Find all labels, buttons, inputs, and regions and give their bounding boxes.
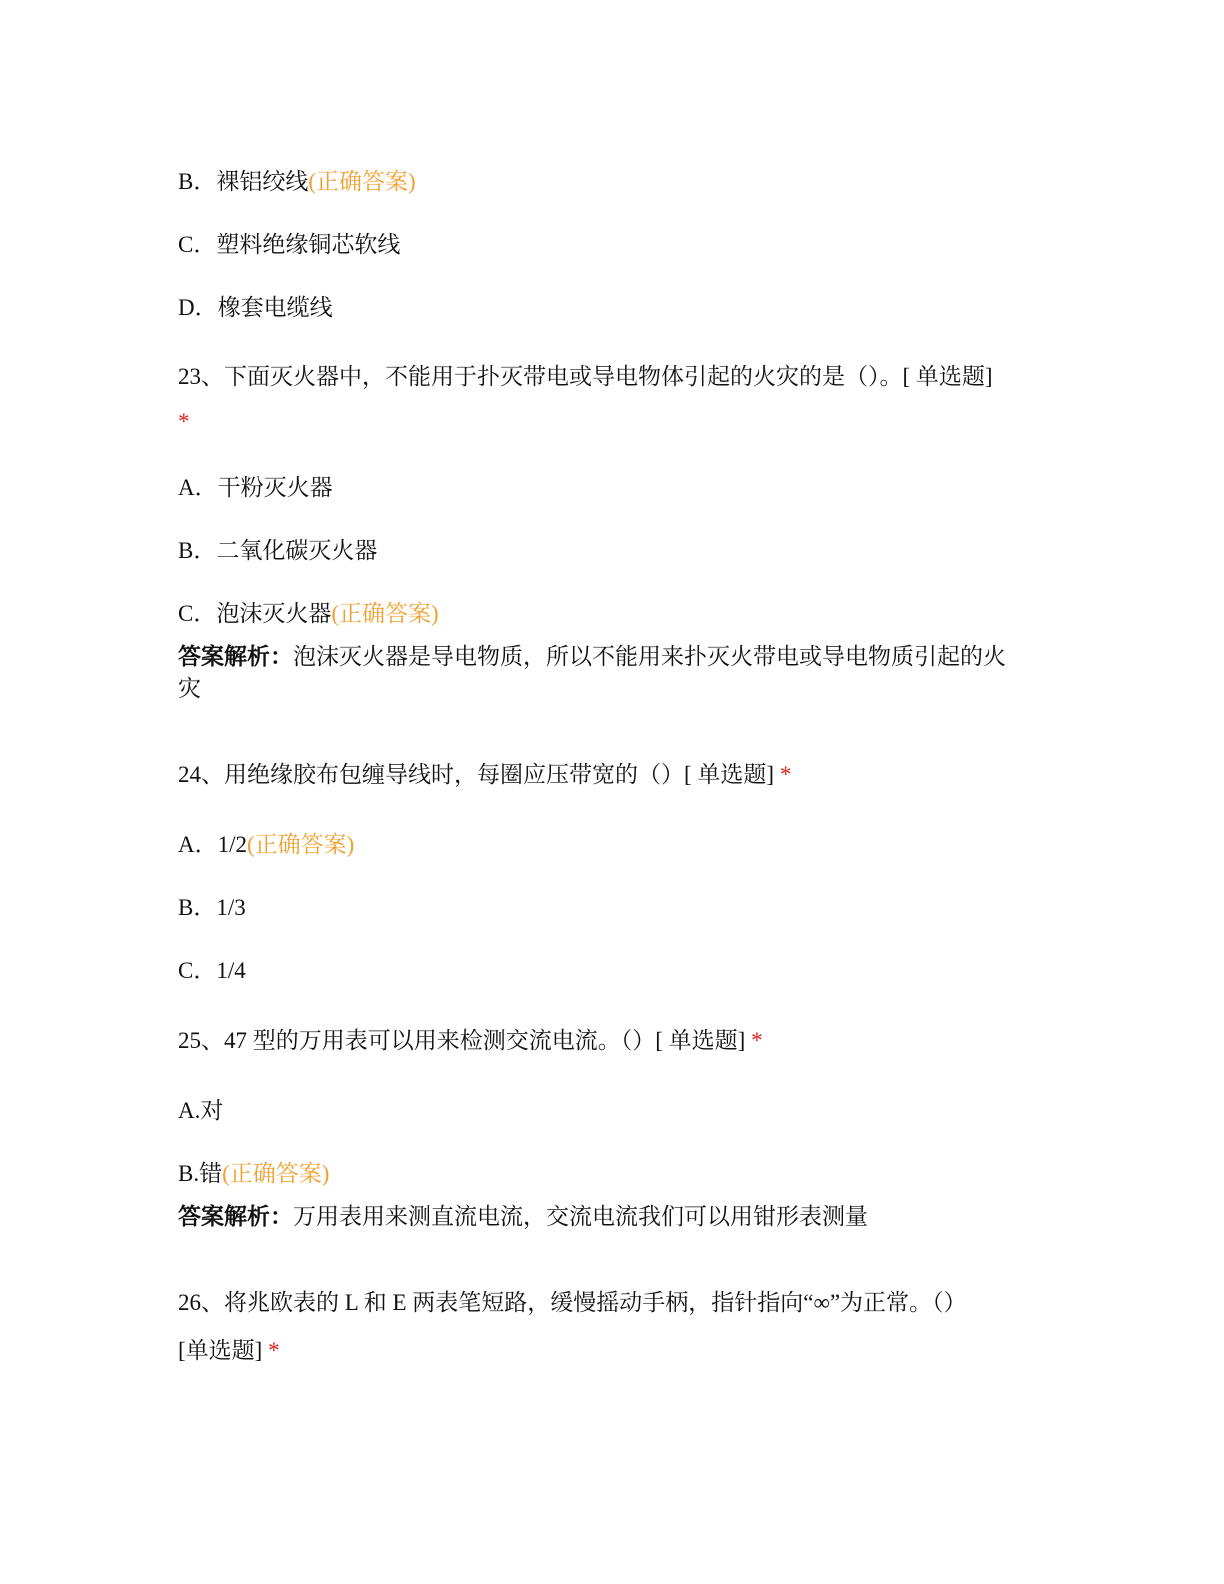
q23-option-b	[178, 536, 377, 566]
explanation-text: 灾	[178, 676, 201, 701]
q24-option-a	[178, 830, 354, 860]
q25-option-b	[178, 1159, 329, 1189]
question-text: 24、用绝缘胶布包缠导线时，每圈应压带宽的（）[ 单选题]	[178, 762, 775, 787]
q22-option-d	[178, 293, 333, 323]
option-text: B．裸铝绞线	[178, 169, 309, 194]
q23-required	[178, 407, 190, 437]
correct-answer-mark: (正确答案)	[331, 601, 439, 626]
q24-option-c	[178, 956, 246, 986]
q23-option-a	[178, 473, 333, 503]
correct-answer-mark: (正确答案)	[247, 832, 355, 857]
option-text: B．二氧化碳灭火器	[178, 538, 378, 563]
required-star: *	[268, 1338, 280, 1363]
q23-question	[178, 362, 993, 392]
option-text: A.对	[178, 1098, 224, 1123]
option-text: C．1/4	[178, 958, 246, 983]
question-text: 23、下面灭火器中，不能用于扑灭带电或导电物体引起的火灾的是（）。[ 单选题]	[178, 364, 993, 389]
q25-question	[178, 1026, 763, 1056]
correct-answer-mark: (正确答案)	[308, 169, 416, 194]
option-text: D．橡套电缆线	[178, 295, 333, 320]
option-text: B.错	[178, 1161, 223, 1186]
required-star: *	[178, 409, 190, 434]
option-text: C．塑料绝缘铜芯软线	[178, 232, 401, 257]
q25-option-a	[178, 1096, 223, 1126]
q23-explanation-cont	[178, 673, 201, 705]
question-type: [单选题]	[178, 1338, 263, 1363]
q24-question	[178, 760, 791, 790]
q24-option-b	[178, 893, 246, 923]
option-text: B．1/3	[178, 895, 246, 920]
option-text: A．干粉灭火器	[178, 475, 333, 500]
question-text: 25、47 型的万用表可以用来检测交流电流。（）[ 单选题]	[178, 1028, 746, 1053]
explanation-text: 泡沫灭火器是导电物质，所以不能用来扑灭火带电或导电物质引起的火	[293, 644, 1006, 669]
explanation-label: 答案解析：	[178, 644, 293, 669]
q25-explanation	[178, 1201, 868, 1233]
q22-option-c	[178, 230, 400, 260]
explanation-label: 答案解析：	[178, 1204, 293, 1229]
required-star: *	[751, 1028, 763, 1053]
explanation-text: 万用表用来测直流电流，交流电流我们可以用钳形表测量	[293, 1204, 868, 1229]
option-text: A．1/2	[178, 832, 247, 857]
correct-answer-mark: (正确答案)	[222, 1161, 330, 1186]
question-text: 26、将兆欧表的 L 和 E 两表笔短路，缓慢摇动手柄，指针指向“∞”为正常。（）	[178, 1290, 967, 1315]
q23-explanation	[178, 641, 1006, 673]
q22-option-b	[178, 167, 416, 197]
required-star: *	[779, 762, 792, 787]
option-text: C．泡沫灭火器	[178, 601, 332, 626]
q26-question	[178, 1288, 967, 1318]
q26-question-cont	[178, 1336, 280, 1366]
q23-option-c	[178, 599, 439, 629]
